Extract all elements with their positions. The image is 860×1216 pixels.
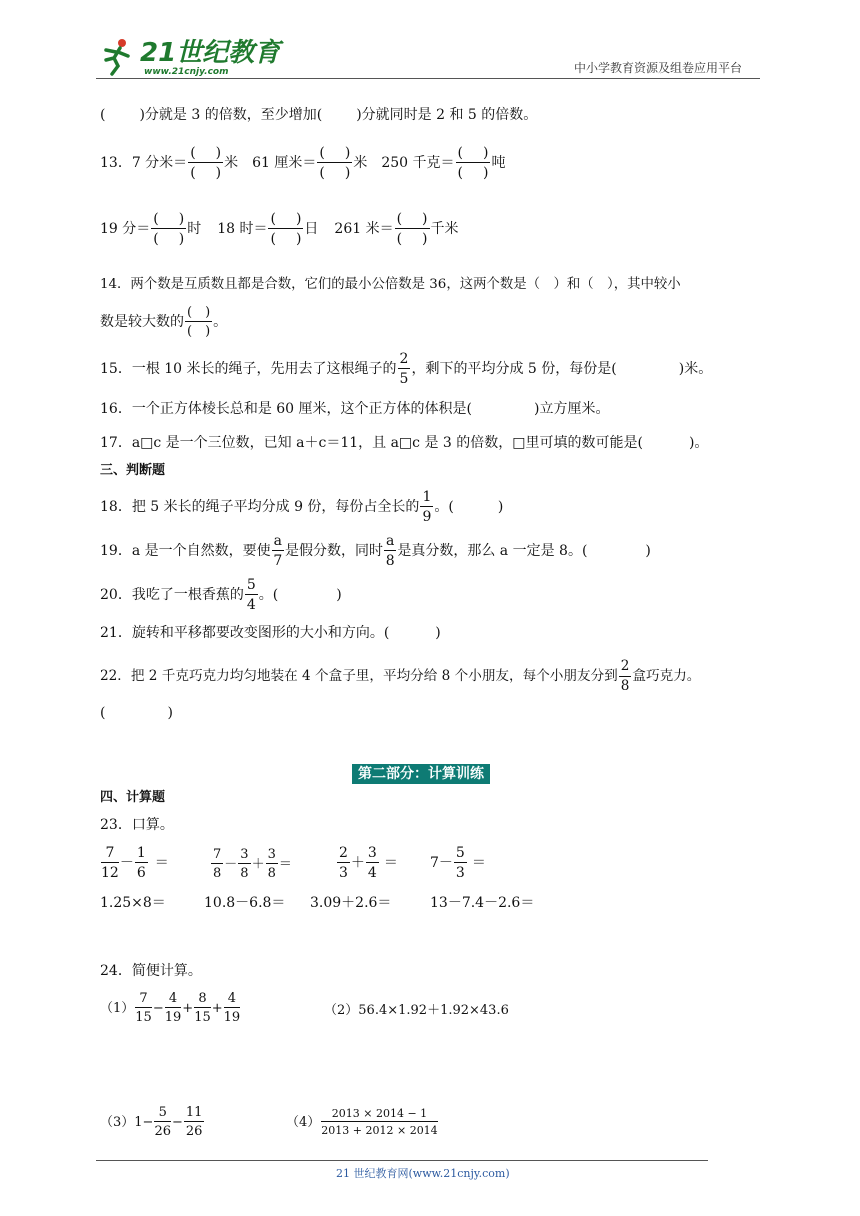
q12-tail: ( )分就是 3 的倍数，至少增加( )分就同时是 2 和 5 的倍数。	[100, 107, 538, 123]
footer-text: 21 世纪教育网(www.21cnjy.com)	[336, 1167, 510, 1180]
q23-row2-d: 13－7.4－2.6＝	[430, 895, 535, 911]
header-divider	[96, 78, 760, 79]
q23-expr-4: 7－ $\frac{5}{3}$ ＝	[430, 845, 486, 881]
section-4-title: 四、计算题	[100, 790, 166, 805]
running-figure-icon	[96, 36, 136, 76]
q13-row1: 13． 7 分米＝ $\frac{( )}{( )}$ 米 61 厘米＝ $\frac{( )}{( )}$ 米 250 千克＝ $\frac{( )}{( )}$ 吨	[100, 145, 506, 181]
logo-url: www.21cnjy.com	[144, 67, 229, 77]
q15: 15．一根 10 米长的绳子，先用去了这根绳子的 $\frac{2}{5}$ ，剩下的平均分成 5 份，每份是( )米。	[100, 351, 713, 387]
q17: 17．a□c 是一个三位数，已知 a＋c＝11，且 a□c 是 3 的倍数，□里可填的数可能是( )。	[100, 435, 709, 451]
q22-answer: ( )	[100, 705, 173, 721]
q19: 19．a 是一个自然数，要使 $\frac{a}{7}$ 是假分数，同时 $\frac{a}{8}$ 是真分数，那么 a 一定是 8。( )	[100, 533, 651, 569]
q18: 18．把 5 米长的绳子平均分成 9 份，每份占全长的 $\frac{1}{9}$ 。( )	[100, 489, 504, 525]
q22: 22．把 2 千克巧克力均匀地装在 4 个盒子里，平均分给 8 个小朋友，每个小朋友分到 $\frac{2}{8}$ 盒巧克力。	[100, 658, 701, 694]
q14-line1: 14．两个数是互质数且都是合数，它们的最小公倍数是 36，这两个数是（ ）和（ ），其中较小	[100, 277, 681, 292]
footer-divider	[96, 1160, 708, 1161]
q14-line2: 数是较大数的 $\frac{( )}{( )}$ 。	[100, 305, 228, 339]
q13-row2: 19 分＝ $\frac{( )}{( )}$ 时 18 时＝ $\frac{( )}{( )}$ 日 261 米＝ $\frac{( )}{( )}$ 千米	[100, 211, 459, 247]
q24-part4: （4） $\frac{2013 \times 2014 - 1}{2013 + 2012 \times 2014}$	[286, 1107, 438, 1137]
header-tagline: 中小学教育资源及组卷应用平台	[574, 61, 743, 75]
q24-part1: （1） $\frac{7}{15}$ − $\frac{4}{19}$ + $\frac{8}{15}$ + $\frac{4}{19}$	[100, 991, 241, 1025]
section-3-title: 三、判断题	[100, 463, 166, 478]
q23-expr-1: $\frac{7}{12}$ － $\frac{1}{6}$ ＝	[101, 845, 169, 881]
q16: 16．一个正方体棱长总和是 60 厘米，这个正方体的体积是( )立方厘米。	[100, 401, 610, 417]
q24-title: 24．简便计算。	[100, 963, 202, 979]
part-two-banner: 第二部分：计算训练	[352, 764, 490, 784]
q23-row2-c: 3.09＋2.6＝	[310, 895, 392, 911]
q20: 20．我吃了一根香蕉的 $\frac{5}{4}$ 。( )	[100, 577, 342, 613]
q23-expr-2: $\frac{7}{8}$ － $\frac{3}{8}$ ＋ $\frac{3}{8}$ ＝	[213, 847, 292, 881]
q23-title: 23．口算。	[100, 817, 174, 833]
q23-row2-b: 10.8－6.8＝	[204, 895, 286, 911]
q24-part2: （2）56.4×1.92＋1.92×43.6	[324, 1003, 509, 1018]
logo-text: 21世纪教育	[140, 38, 281, 68]
q24-part3: （3） 1− $\frac{5}{26}$ − $\frac{11}{26}$	[100, 1105, 203, 1139]
q23-row2-a: 1.25×8＝	[100, 895, 166, 911]
q23-expr-3: $\frac{2}{3}$ ＋ $\frac{3}{4}$ ＝	[339, 845, 398, 881]
q21: 21．旋转和平移都要改变图形的大小和方向。( )	[100, 625, 441, 641]
